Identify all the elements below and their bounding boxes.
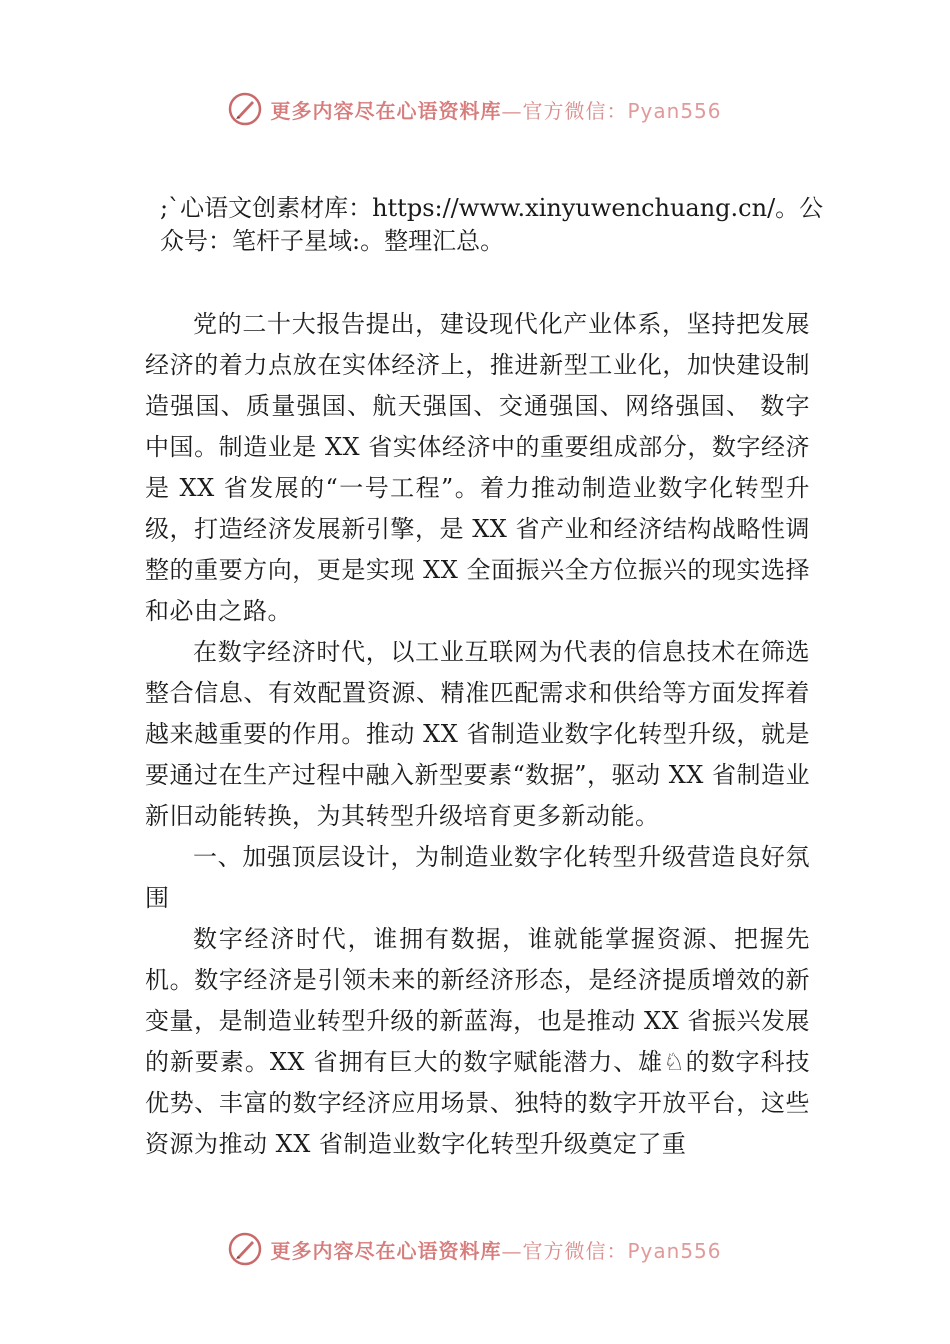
watermark-separator: — — [501, 1238, 523, 1263]
watermark-brand: 更多内容尽在心语资料库 — [270, 1238, 502, 1263]
watermark-separator: — — [501, 98, 523, 123]
watermark-wechat-label: 官方微信： — [522, 1238, 628, 1263]
document-body — [145, 304, 810, 1165]
header-watermark — [0, 92, 950, 126]
section-heading: 一、加强顶层设计，为制造业数字化转型升级营造良好氛围 — [145, 843, 810, 912]
source-note: ;`心语文创素材库：https://www.xinyuwenchuang.cn/。公众号：笔杆子星域:。整理汇总。 — [160, 194, 824, 255]
watermark-wechat-id: Pyan556 — [627, 98, 722, 123]
quill-pen-logo-icon — [228, 92, 262, 126]
watermark-wechat-label: 官方微信： — [522, 98, 628, 123]
paragraph: 党的二十大报告提出，建设现代化产业体系，坚持把发展经济的着力点放在实体经济上，推进新型工业化，加快建设制造强国、质量强国、航天强国、交通强国、网络强国、 数字中国。制造业是 XX 省实体经济中的重要组成部分，数字经济是 XX 省发展的“一号工程”。着力推动制造业数字化转型升级，打造经济发展新引擎，是 XX 省产业和经济结构战略性调整的重要方向，更是实现 XX 全面振兴全方位振兴的现实选择和必由之路。 — [145, 310, 810, 625]
watermark-brand: 更多内容尽在心语资料库 — [270, 98, 502, 123]
quill-pen-logo-icon — [228, 1232, 262, 1266]
paragraph: 数字经济时代，谁拥有数据，谁就能掌握资源、把握先机。数字经济是引领未来的新经济形态，是经济提质增效的新变量，是制造业转型升级的新蓝海，也是推动 XX 省振兴发展的新要素。XX 省拥有巨大的数字赋能潜力、雄♘的数字科技优势、丰富的数字经济应用场景、独特的数字开放平台，这些资源为推动 XX 省制造业数字化转型升级奠定了重 — [145, 925, 810, 1158]
paragraph: 在数字经济时代，以工业互联网为代表的信息技术在筛选整合信息、有效配置资源、精准匹配需求和供给等方面发挥着越来越重要的作用。推动 XX 省制造业数字化转型升级，就是要通过在生产过程中融入新型要素“数据”，驱动 XX 省制造业新旧动能转换，为其转型升级培育更多新动能。 — [145, 638, 810, 830]
watermark-wechat-id: Pyan556 — [627, 1238, 722, 1263]
footer-watermark — [0, 1232, 950, 1266]
